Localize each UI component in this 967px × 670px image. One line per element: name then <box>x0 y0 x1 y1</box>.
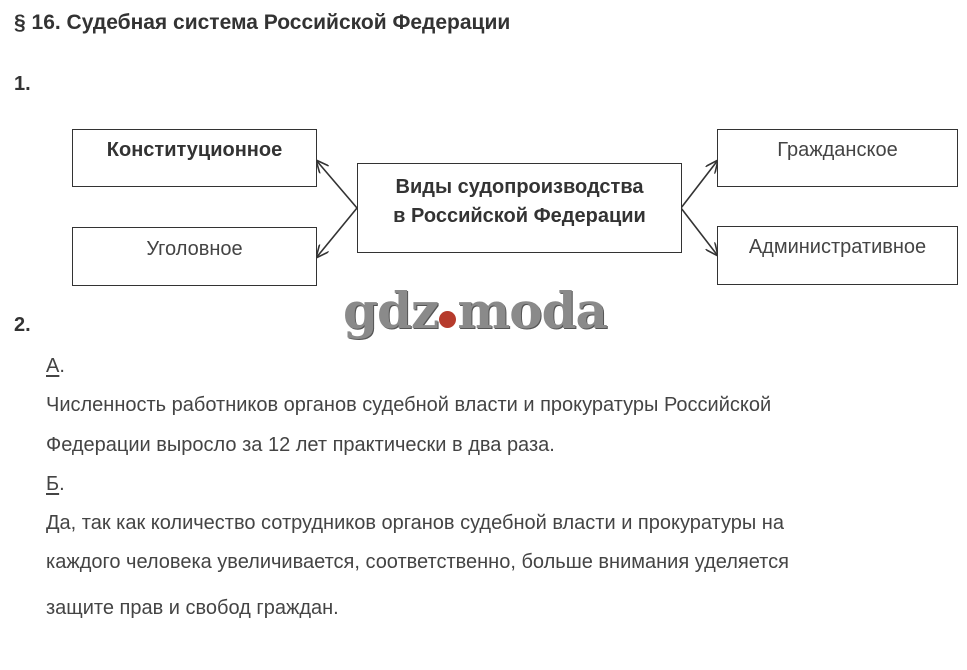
arrow-to-criminal <box>316 208 357 258</box>
task-2-number: 2. <box>14 314 31 336</box>
box-civil <box>717 129 958 187</box>
box-administrative <box>717 226 958 285</box>
box-constitutional-label: Конституционное <box>106 139 283 161</box>
box-criminal-label: Уголовное <box>146 238 243 260</box>
box-criminal <box>72 227 317 286</box>
arrow-to-constitutional <box>316 160 357 208</box>
section-title: § 16. Судебная система Российской Федерации <box>14 11 511 34</box>
center-line-2: в Российской Федерации <box>393 205 646 227</box>
answer-a-line-2: Федерации выросло за 12 лет практически в два раза. <box>46 434 555 456</box>
answer-a-marker: А. <box>46 355 65 377</box>
arrow-to-civil <box>681 160 718 208</box>
box-constitutional <box>72 129 317 187</box>
center-line-1: Виды судопроизводства <box>395 176 644 198</box>
arrow-to-administrative <box>681 208 718 256</box>
watermark-logo <box>343 281 607 340</box>
answer-b-line-1: Да, так как количество сотрудников органов судебной власти и прокуратуры на <box>46 512 784 534</box>
answer-b-letter: Б <box>46 473 60 495</box>
watermark-part-1: gdz <box>343 281 439 340</box>
box-civil-label: Гражданское <box>777 139 898 161</box>
watermark-part-2: moda <box>457 281 607 340</box>
box-center-types <box>357 163 682 253</box>
answer-b-line-3: защите прав и свобод граждан. <box>46 597 339 619</box>
answer-b-marker: Б. <box>46 473 65 495</box>
answer-b-line-2: каждого человека увеличивается, соответственно, больше внимания уделяется <box>46 551 789 573</box>
task-1-number: 1. <box>14 73 31 95</box>
answer-a-letter: А <box>46 355 60 377</box>
answer-a-line-1: Численность работников органов судебной власти и прокуратуры Российской <box>46 394 772 416</box>
watermark-dot <box>439 311 456 328</box>
box-administrative-label: Административное <box>748 236 927 258</box>
